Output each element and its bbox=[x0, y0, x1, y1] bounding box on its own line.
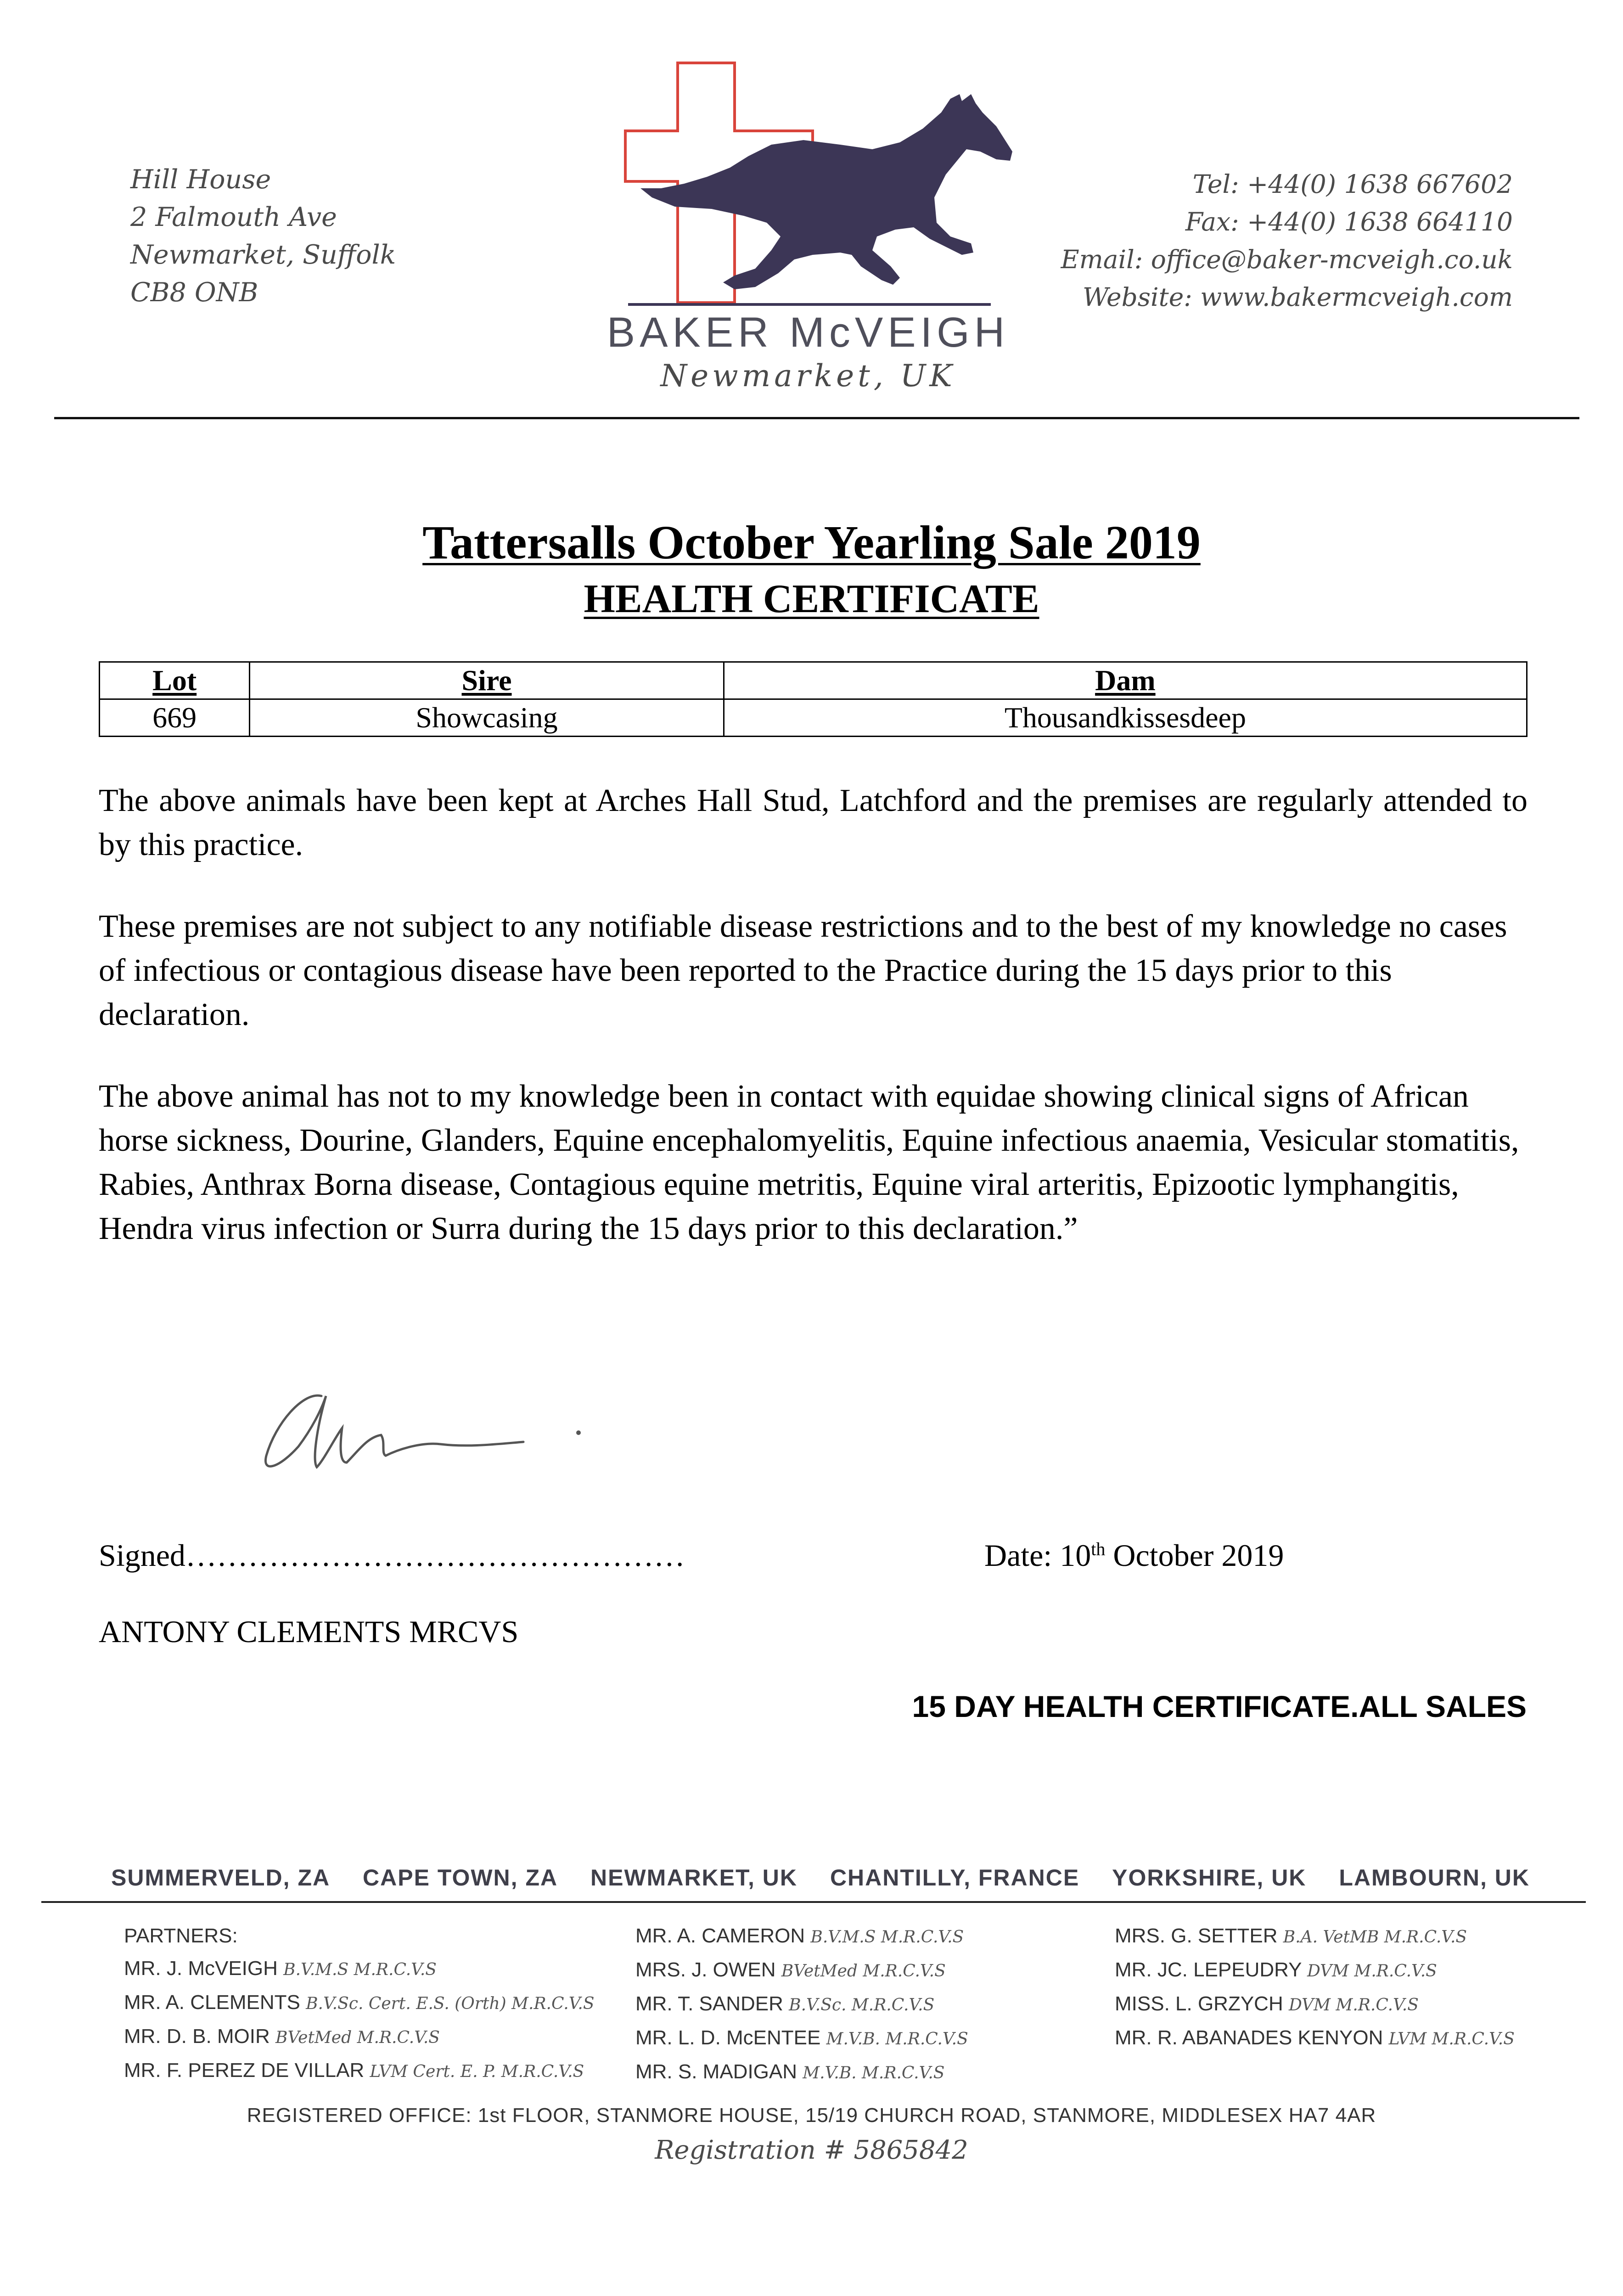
partner-entry: MR. F. PEREZ DE VILLAR LVM Cert. E. P. M.R.C.V.S bbox=[124, 2059, 584, 2082]
cell-lot: 669 bbox=[100, 699, 250, 737]
registered-office: REGISTERED OFFICE: 1st FLOOR, STANMORE HOUSE, 15/19 CHURCH ROAD, STANMORE, MIDDLESEX HA7 4AR bbox=[247, 2104, 1376, 2127]
horse-icon bbox=[640, 94, 1012, 289]
partner-entry: MR. A. CLEMENTS B.V.Sc. Cert. E.S. (Orth) M.R.C.V.S bbox=[124, 1991, 595, 2014]
address-line: CB8 ONB bbox=[130, 277, 258, 308]
address-line: Hill House bbox=[130, 164, 271, 195]
column-header-dam: Dam bbox=[724, 662, 1527, 699]
brand-name: BAKER McVEIGH bbox=[607, 309, 1010, 356]
partner-entry: MRS. J. OWEN BVetMed M.R.C.V.S bbox=[635, 1958, 946, 1981]
column-header-lot: Lot bbox=[100, 662, 250, 699]
paragraph-contact-declaration: The above animal has not to my knowledge been in contact with equidae showing clinical signs of African horse sickness, Dourine, Glanders, Equine encephalomyelitis, Equine infectious anaemia, Vesicular stomatitis, Rabies, Anthrax Borna disease, Contagious equine metritis, Equine viral arteritis, Epizootic lymphangitis, Hendra virus infection or Surra during the 15 days prior to this declaration.” bbox=[99, 1079, 1519, 1246]
partner-entry: MR. JC. LEPEUDRY DVM M.R.C.V.S bbox=[1115, 1958, 1437, 1981]
registration-number: Registration # 5865842 bbox=[655, 2135, 968, 2165]
address-line: Newmarket, Suffolk bbox=[130, 240, 396, 270]
footer-divider bbox=[41, 1901, 1586, 1903]
partners-column-1 bbox=[124, 1919, 595, 2088]
location-item: CAPE TOWN, ZA bbox=[363, 1865, 558, 1891]
cell-sire: Showcasing bbox=[250, 699, 724, 737]
paragraph-premises: The above animals have been kept at Arches Hall Stud, Latchford and the premises are regularly attended to by this practice. bbox=[99, 783, 1528, 862]
contact-email: Email: office@baker-mcveigh.co.uk bbox=[1061, 245, 1513, 274]
office-locations bbox=[111, 1864, 1530, 1891]
location-item: CHANTILLY, FRANCE bbox=[830, 1865, 1080, 1891]
declaration-date: Date: 10th October 2019 bbox=[984, 1538, 1284, 1573]
vet-name: ANTONY CLEMENTS MRCVS bbox=[99, 1614, 519, 1649]
partner-entry: MR. R. ABANADES KENYON LVM M.R.C.V.S bbox=[1115, 2026, 1515, 2049]
table-row bbox=[100, 699, 1527, 737]
certificate-title: Tattersalls October Yearling Sale 2019 bbox=[422, 516, 1201, 569]
contact-fax: Fax: +44(0) 1638 664110 bbox=[1185, 207, 1513, 236]
lot-table bbox=[99, 661, 1528, 737]
handwritten-signature bbox=[248, 1368, 615, 1506]
location-item: SUMMERVELD, ZA bbox=[111, 1865, 331, 1891]
partners-column-3 bbox=[1115, 1919, 1515, 2055]
contact-website: Website: www.bakermcveigh.com bbox=[1083, 282, 1513, 312]
location-item: NEWMARKET, UK bbox=[590, 1865, 798, 1891]
logo-underline bbox=[628, 303, 991, 306]
partners-column-2 bbox=[635, 1919, 968, 2089]
partner-entry: MISS. L. GRZYCH DVM M.R.C.V.S bbox=[1115, 1992, 1419, 2015]
practice-address bbox=[130, 161, 396, 311]
brand-location: Newmarket, UK bbox=[660, 358, 956, 394]
contact-phone: Tel: +44(0) 1638 667602 bbox=[1192, 169, 1513, 199]
cell-dam: Thousandkissesdeep bbox=[724, 699, 1527, 737]
location-item: YORKSHIRE, UK bbox=[1112, 1865, 1307, 1891]
table-header-row bbox=[100, 662, 1527, 699]
partner-entry: MR. L. D. McENTEE M.V.B. M.R.C.V.S bbox=[635, 2026, 968, 2049]
partner-entry: MR. A. CAMERON B.V.M.S M.R.C.V.S bbox=[635, 1925, 964, 1947]
header-divider bbox=[54, 417, 1579, 419]
partner-entry: MR. D. B. MOIR BVetMed M.R.C.V.S bbox=[124, 2025, 440, 2048]
location-item: LAMBOURN, UK bbox=[1339, 1865, 1530, 1891]
signed-line: Signed………………………………………… bbox=[99, 1538, 685, 1573]
partners-heading: PARTNERS: bbox=[124, 1925, 238, 1947]
partner-entry: MR. S. MADIGAN M.V.B. M.R.C.V.S bbox=[635, 2060, 945, 2083]
practice-contact bbox=[1061, 165, 1513, 316]
partner-entry: MR. T. SANDER B.V.Sc. M.R.C.V.S bbox=[635, 1992, 935, 2015]
column-header-sire: Sire bbox=[250, 662, 724, 699]
certificate-note: 15 DAY HEALTH CERTIFICATE.ALL SALES bbox=[912, 1689, 1527, 1723]
partner-entry: MRS. G. SETTER B.A. VetMB M.R.C.V.S bbox=[1115, 1925, 1467, 1947]
address-line: 2 Falmouth Ave bbox=[130, 202, 337, 232]
partner-entry: MR. J. McVEIGH B.V.M.S M.R.C.V.S bbox=[124, 1957, 437, 1980]
certificate-subtitle: HEALTH CERTIFICATE bbox=[584, 577, 1039, 621]
paragraph-disease-restrictions: These premises are not subject to any notifiable disease restrictions and to the best of my knowledge no cases of infectious or contagious disease have been reported to the Practice during the 15 days prior to this declaration. bbox=[99, 909, 1507, 1032]
